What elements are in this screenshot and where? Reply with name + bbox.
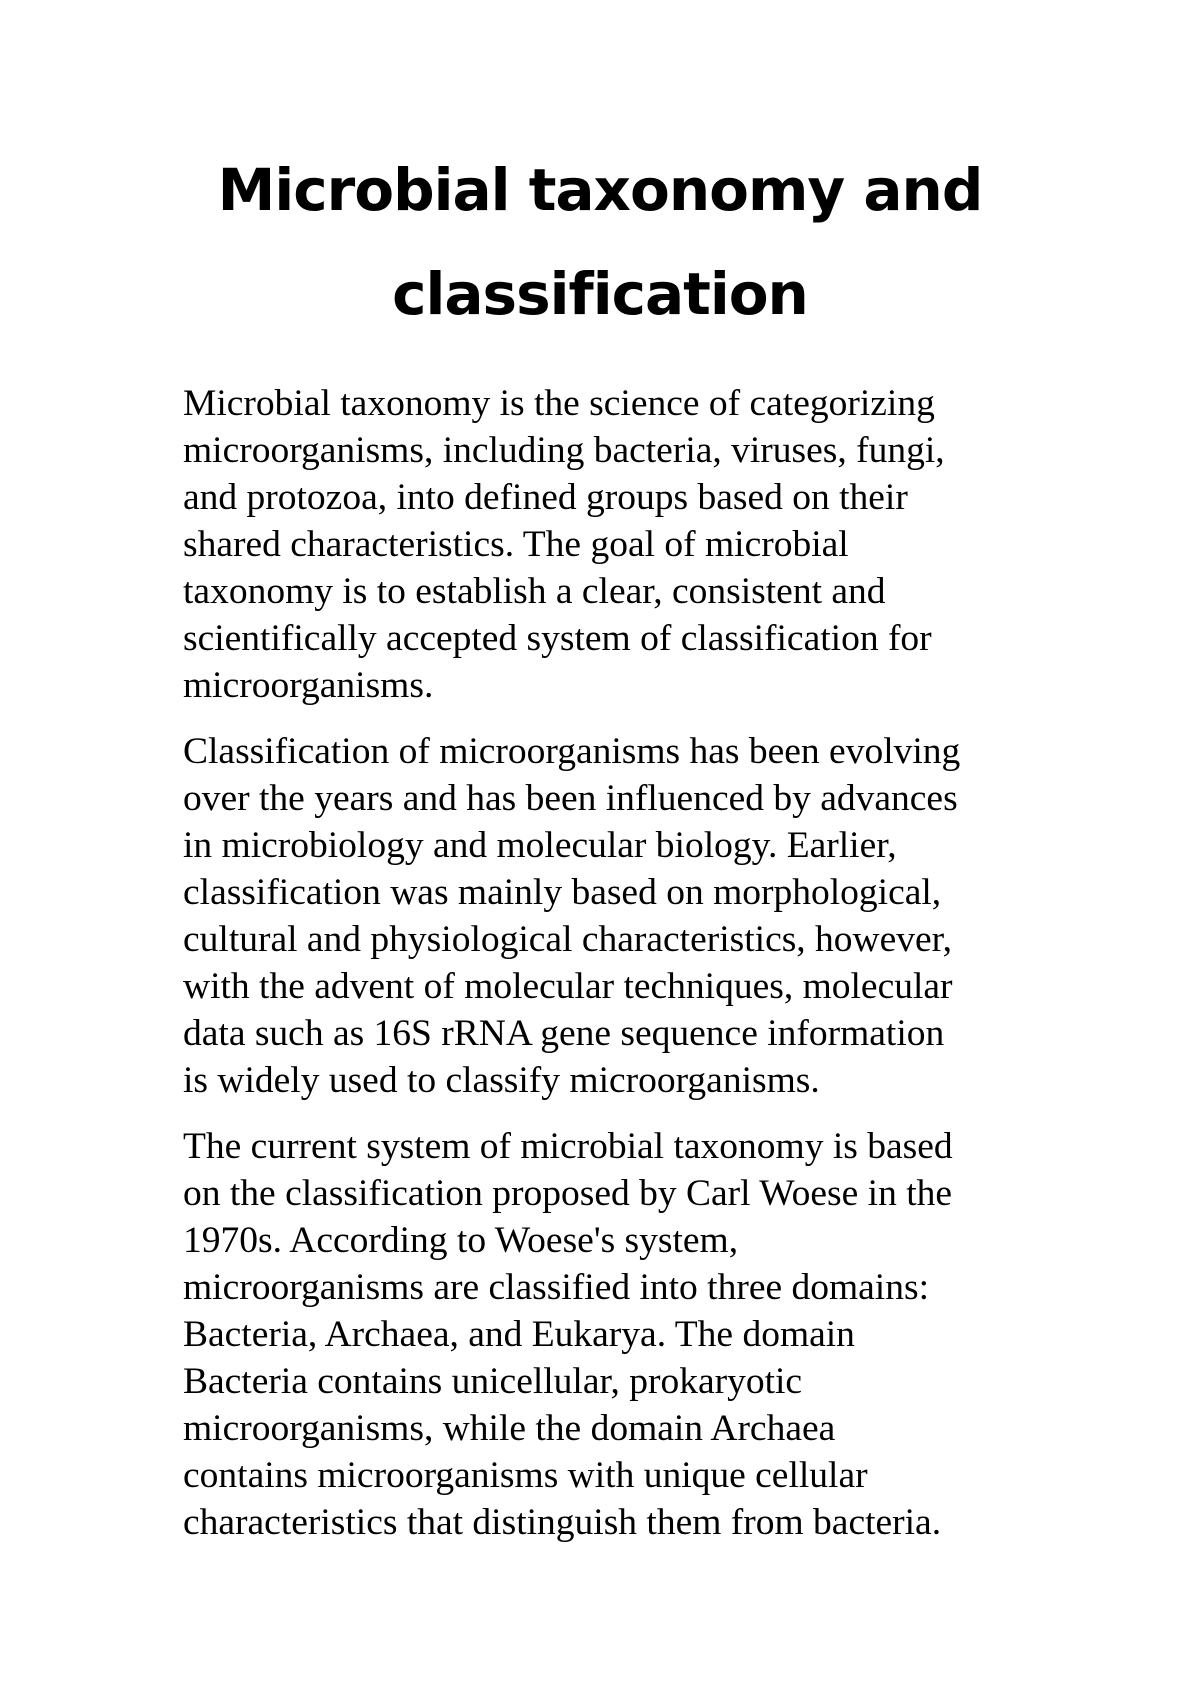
text-line: on the classification proposed by Carl Woese in the	[183, 1173, 953, 1214]
text-line: microorganisms.	[183, 665, 434, 706]
text-line: data such as 16S rRNA gene sequence information	[183, 1013, 945, 1054]
title-line: classification	[392, 260, 808, 328]
text-line: 1970s. According to Woese's system,	[183, 1220, 739, 1261]
text-line: with the advent of molecular techniques, molecular	[183, 966, 953, 1007]
text-line: The current system of microbial taxonomy is based	[183, 1126, 953, 1167]
document-title	[150, 138, 1050, 346]
text-line: Microbial taxonomy is the science of categorizing	[183, 383, 935, 424]
text-line: cultural and physiological characteristics, however,	[183, 919, 953, 960]
text-line: Bacteria contains unicellular, prokaryotic	[183, 1361, 803, 1402]
text-line: microorganisms are classified into three domains:	[183, 1267, 929, 1308]
text-line: over the years and has been influenced by advances	[183, 778, 958, 819]
text-line: microorganisms, including bacteria, viruses, fungi,	[183, 430, 945, 471]
text-line: is widely used to classify microorganisms.	[183, 1060, 820, 1101]
title-line: Microbial taxonomy and	[217, 156, 983, 224]
text-line: taxonomy is to establish a clear, consistent and	[183, 571, 886, 612]
paragraph-2	[183, 728, 1033, 1104]
text-line: Classification of microorganisms has been evolving	[183, 731, 961, 772]
text-line: classification was mainly based on morphological,	[183, 872, 942, 913]
text-line: in microbiology and molecular biology. Earlier,	[183, 825, 897, 866]
document-body	[183, 380, 1033, 1565]
paragraph-3	[183, 1123, 1033, 1546]
text-line: contains microorganisms with unique cellular	[183, 1455, 868, 1496]
text-line: shared characteristics. The goal of microbial	[183, 524, 849, 565]
text-line: characteristics that distinguish them from bacteria.	[183, 1502, 942, 1543]
paragraph-1	[183, 380, 1033, 709]
text-line: scientifically accepted system of classification for	[183, 618, 932, 659]
text-line: and protozoa, into defined groups based on their	[183, 477, 908, 518]
text-line: microorganisms, while the domain Archaea	[183, 1408, 836, 1449]
text-line: Bacteria, Archaea, and Eukarya. The domain	[183, 1314, 855, 1355]
